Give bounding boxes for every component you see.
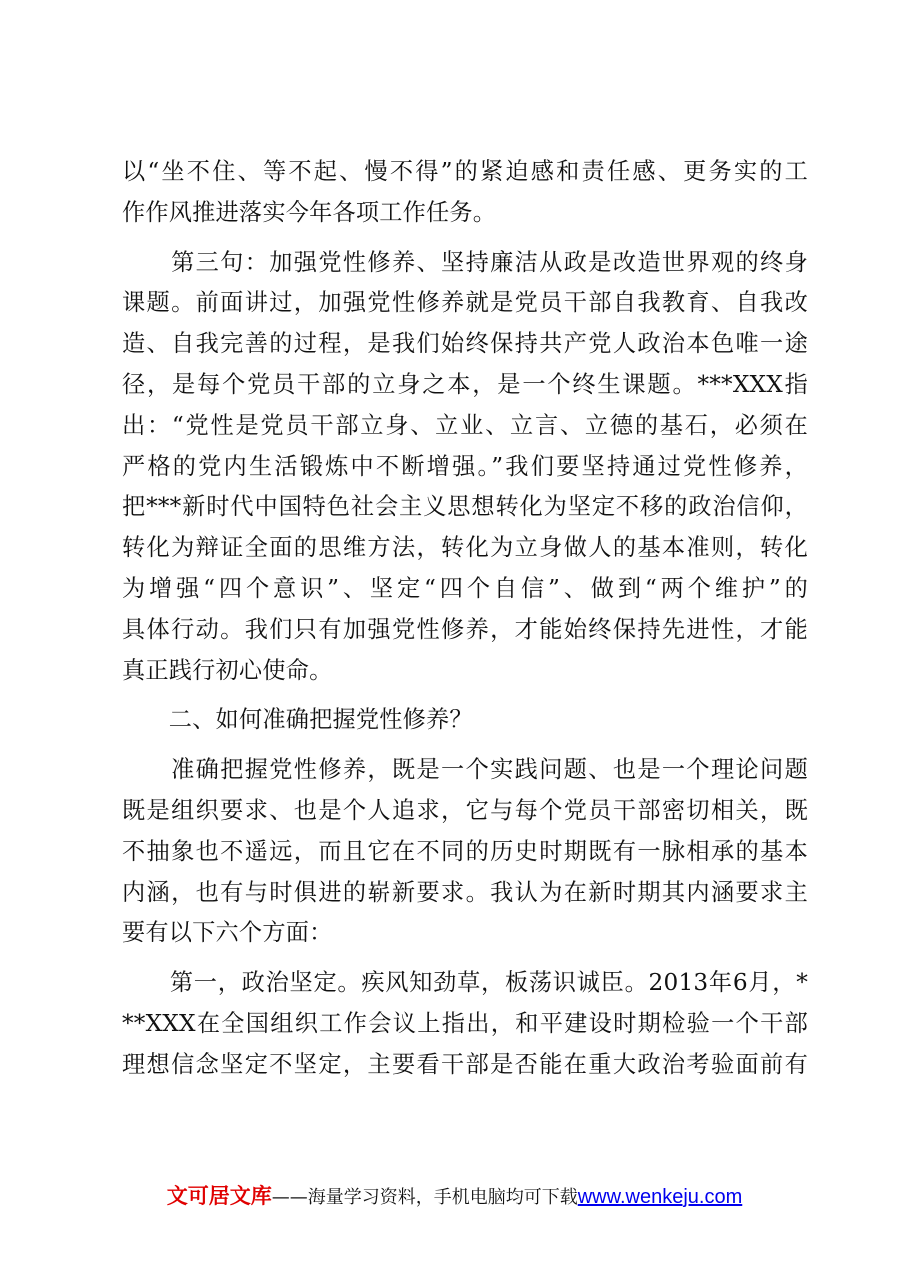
text-line: 径，是每个党员干部的立身之本，是一个终生课题。***XXX指 xyxy=(122,370,808,398)
text-line: 出：“党性是党员干部立身、立业、立言、立德的基石，必须在 xyxy=(122,411,808,439)
text-line: 准确把握党性修养，既是一个实践问题、也是一个理论问题 xyxy=(122,756,808,784)
footer-banner xyxy=(0,1180,909,1210)
text-line: 以“坐不住、等不起、慢不得”的紧迫感和责任感、更务实的工 xyxy=(122,158,808,185)
document-body xyxy=(122,152,808,1086)
text-line: 第一，政治坚定。疾风知劲草，板荡识诚臣。2013年6月，* xyxy=(122,969,808,997)
paragraph xyxy=(122,963,808,1085)
text-line: 具体行动。我们只有加强党性修养，才能始终保持先进性，才能 xyxy=(122,615,808,643)
text-line: 第三句：加强党性修养、坚持廉洁从政是改造世界观的终身 xyxy=(122,248,808,276)
text-line: 要有以下六个方面： xyxy=(122,919,333,947)
footer-tagline: ——海量学习资料，手机电脑均可下载 xyxy=(271,1187,578,1208)
text-line: 课题。前面讲过，加强党性修养就是党员干部自我教育、自我改 xyxy=(122,289,808,317)
footer-link[interactable]: www.wenkeju.com xyxy=(577,1186,743,1208)
text-line: 作作风推进落实今年各项工作任务。 xyxy=(122,198,497,226)
text-line: 为增强“四个意识”、坚定“四个自信”、做到“两个维护”的 xyxy=(122,574,808,602)
brand-name: 文可居文库 xyxy=(166,1184,272,1208)
paragraph xyxy=(122,152,808,234)
text-line: 造、自我完善的过程，是我们始终保持共产党人政治本色唯一途 xyxy=(122,330,808,358)
text-line: 内涵，也有与时俱进的崭新要求。我认为在新时期其内涵要求主 xyxy=(122,878,808,906)
text-line: 二、如何准确把握党性修养？ xyxy=(122,706,473,734)
section-heading xyxy=(122,700,808,741)
text-line: 严格的党内生活锻炼中不断增强。”我们要坚持通过党性修养， xyxy=(122,452,808,480)
text-line: 不抽象也不遥远，而且它在不同的历史时期既有一脉相承的基本 xyxy=(122,837,808,865)
text-line: 理想信念坚定不坚定，主要看干部是否能在重大政治考验面前有 xyxy=(122,1050,808,1078)
text-line: 转化为辩证全面的思维方法，转化为立身做人的基本准则，转化 xyxy=(122,534,808,562)
paragraph xyxy=(122,243,808,692)
text-line: 既是组织要求、也是个人追求，它与每个党员干部密切相关，既 xyxy=(122,796,808,824)
text-line: 真正践行初心使命。 xyxy=(122,656,333,684)
text-line: **XXX在全国组织工作会议上指出，和平建设时期检验一个干部 xyxy=(122,1009,808,1037)
text-line: 把***新时代中国特色社会主义思想转化为坚定不移的政治信仰， xyxy=(122,493,808,521)
paragraph xyxy=(122,750,808,954)
